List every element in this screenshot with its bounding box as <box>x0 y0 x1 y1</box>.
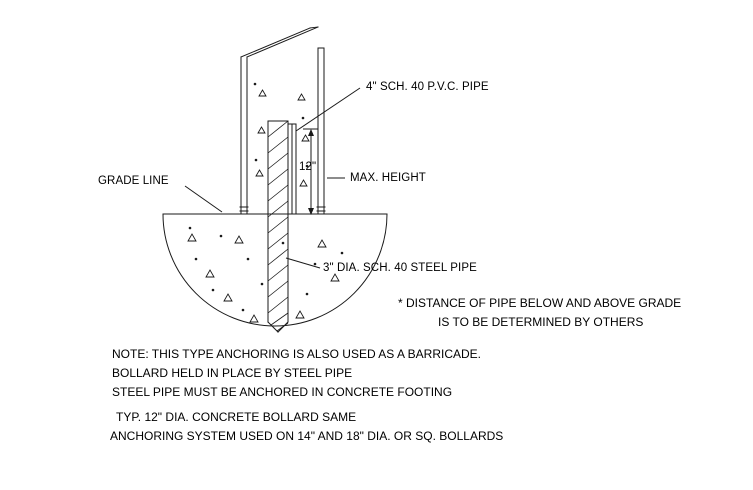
steel-pipe-hatch <box>268 121 288 331</box>
dimension-label-12in: 12" <box>299 161 317 173</box>
note-general <box>112 345 481 402</box>
concrete-aggregate-marks <box>188 90 339 322</box>
leader-grade <box>185 186 222 212</box>
callout-grade-line: GRADE LINE <box>98 175 169 187</box>
note-typical-bollard <box>110 408 503 446</box>
note-typ-line-2: ANCHORING SYSTEM USED ON 14" AND 18" DIA. OR SQ. BOLLARDS <box>110 429 504 443</box>
note-general-line-2: BOLLARD HELD IN PLACE BY STEEL PIPE <box>112 366 353 380</box>
callout-max-height: MAX. HEIGHT <box>350 172 426 184</box>
callout-steel-pipe: 3" DIA. SCH. 40 STEEL PIPE <box>323 262 477 274</box>
pvc-top-cut-left <box>241 28 310 57</box>
callout-pvc-pipe: 4" SCH. 40 P.V.C. PIPE <box>366 81 489 93</box>
note-general-line-1: NOTE: THIS TYPE ANCHORING IS ALSO USED AS A BARRICADE. <box>112 347 481 361</box>
note-distance-of-pipe <box>398 294 681 332</box>
note-distance-line-1: * DISTANCE OF PIPE BELOW AND ABOVE GRADE <box>398 296 682 310</box>
leader-lines <box>185 88 360 268</box>
note-general-line-3: STEEL PIPE MUST BE ANCHORED IN CONCRETE FOOTING <box>112 385 453 399</box>
leader-pvc <box>296 88 360 131</box>
note-distance-line-2: IS TO BE DETERMINED BY OTHERS <box>438 315 644 329</box>
note-typ-line-1: TYP. 12" DIA. CONCRETE BOLLARD SAME <box>116 410 357 424</box>
pvc-top-cut-inner <box>247 27 318 57</box>
